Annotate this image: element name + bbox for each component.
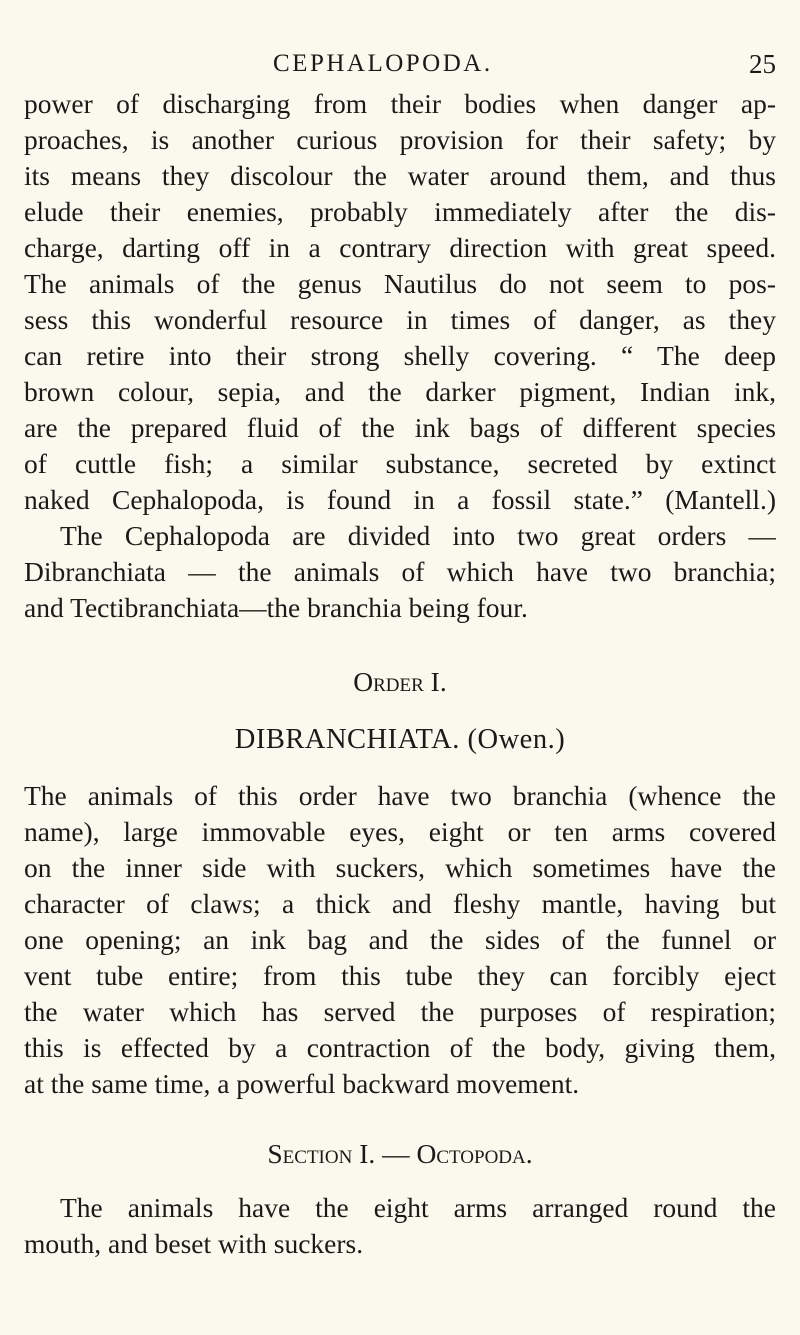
- text-line: proaches, is another curious provision for their safety; by: [24, 124, 776, 155]
- text-line: elude their enemies, probably immediately after the dis-: [24, 196, 776, 227]
- text-line: on the inner side with suckers, which sometimes have the: [24, 852, 776, 883]
- running-title: CEPHALOPODA.: [273, 50, 493, 77]
- text-line: brown colour, sepia, and the darker pigment, Indian ink,: [24, 376, 776, 407]
- text-line: vent tube entire; from this tube they can forcibly eject: [24, 960, 776, 991]
- text-line: naked Cephalopoda, is found in a fossil state.” (Mantell.): [24, 484, 776, 515]
- order-title: DIBRANCHIATA. (Owen.): [234, 724, 566, 755]
- text-line: name), large immovable eyes, eight or ten arms covered: [24, 816, 776, 847]
- text-line: one opening; an ink bag and the sides of the funnel or: [24, 924, 776, 955]
- running-header: [0, 46, 800, 82]
- text-line: The animals of this order have two branchia (whence the: [24, 780, 776, 811]
- text-line: The animals of the genus Nautilus do not seem to pos-: [24, 268, 776, 299]
- text-line: charge, darting off in a contrary direction with great speed.: [24, 232, 776, 263]
- text-line: of cuttle fish; a similar substance, secreted by extinct: [24, 448, 776, 479]
- order-heading: Order I.: [353, 666, 447, 697]
- text-line: Dibranchiata — the animals of which have two branchia;: [24, 556, 776, 587]
- text-line: The animals have the eight arms arranged round the: [60, 1192, 776, 1223]
- text-line: mouth, and beset with suckers.: [24, 1228, 364, 1259]
- section-heading: Section I. — Octopoda.: [267, 1138, 533, 1169]
- text-line: can retire into their strong shelly covering. “ The deep: [24, 340, 776, 371]
- text-line: character of claws; a thick and fleshy mantle, having but: [24, 888, 776, 919]
- text-line: power of discharging from their bodies when danger ap-: [24, 88, 776, 119]
- text-line: sess this wonderful resource in times of danger, as they: [24, 304, 776, 335]
- text-line: this is effected by a contraction of the body, giving them,: [24, 1032, 776, 1063]
- text-line: and Tectibranchiata—the branchia being four.: [24, 592, 528, 623]
- text-line: the water which has served the purposes of respiration;: [24, 996, 776, 1027]
- text-line: are the prepared fluid of the ink bags of different species: [24, 412, 776, 443]
- text-line: at the same time, a powerful backward movement.: [24, 1068, 580, 1099]
- text-line: its means they discolour the water around them, and thus: [24, 160, 776, 191]
- text-line: The Cephalopoda are divided into two great orders —: [60, 520, 776, 551]
- page-number: 25: [749, 49, 776, 79]
